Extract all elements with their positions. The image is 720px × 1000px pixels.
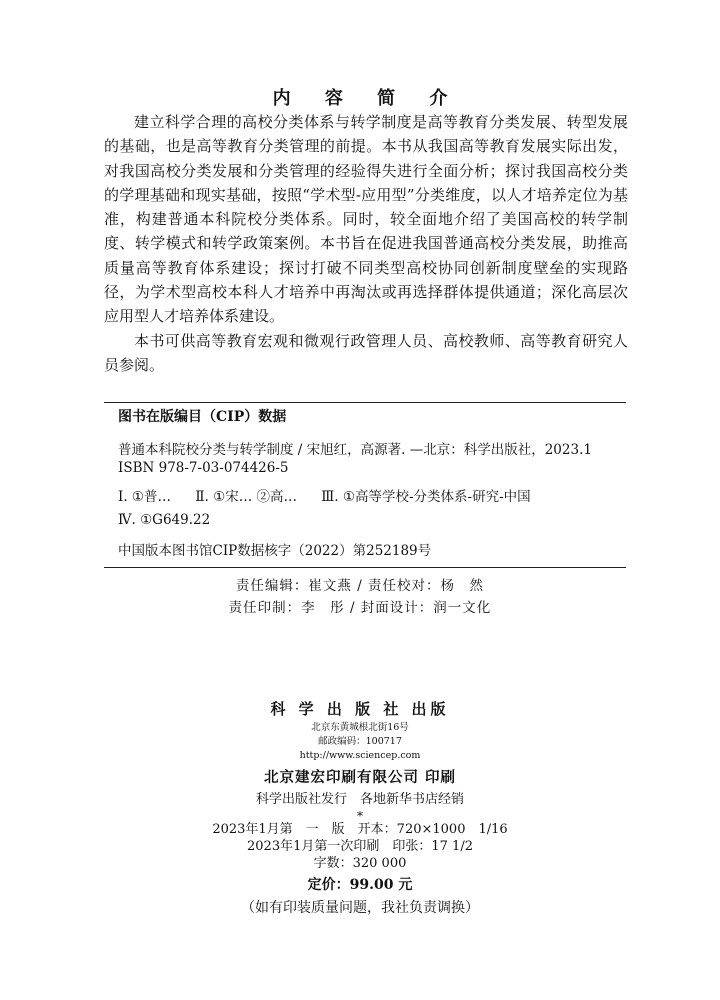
cip-classification xyxy=(118,487,531,507)
cip-bibliographic-line: 普通本科院校分类与转学制度 / 宋旭红，高源著. —北京：科学出版社，2023.1 xyxy=(118,442,592,458)
printer-name: 北京建宏印刷有限公司 印刷 xyxy=(263,769,457,786)
quality-notice: （如有印装质量问题，我社负责调换） xyxy=(241,900,479,916)
credits-production: 责任印制：李 彤 / 封面设计：润一文化 xyxy=(228,600,492,616)
publisher-website: http://www.sciencep.com xyxy=(299,750,421,761)
summary-body xyxy=(104,110,628,377)
summary-paragraph: 本书可供高等教育宏观和微观行政管理人员、高校教师、高等教育研究人员参阅。 xyxy=(104,331,628,374)
divider xyxy=(104,402,626,403)
divider xyxy=(104,567,626,568)
distribution-line: 科学出版社发行 各地新华书店经销 xyxy=(255,792,464,807)
summary-title: 内 容 简 介 xyxy=(272,88,462,109)
cip-verification: 中国版本图书馆CIP数据核字（2022）第252189号 xyxy=(118,543,432,559)
cip-class-2: Ⅱ. ①宋… ②高… xyxy=(195,489,297,505)
cip-class-4: Ⅳ. ①G649.22 xyxy=(118,512,211,528)
separator-asterisk: * xyxy=(357,809,363,823)
word-count: 字数：320 000 xyxy=(313,856,407,871)
credits-editors: 责任编辑：崔文燕 / 责任校对：杨 然 xyxy=(235,578,485,594)
cip-isbn: ISBN 978-7-03-074426-5 xyxy=(118,460,289,476)
edition-line: 2023年1月第 一 版 开本：720×1000 1/16 xyxy=(212,822,508,837)
publisher-address: 北京东黄城根北街16号 xyxy=(311,722,409,733)
price: 定价：99.00 元 xyxy=(307,877,413,893)
publisher-postcode: 邮政编码：100717 xyxy=(318,736,402,747)
cip-class-1: Ⅰ. ①普… xyxy=(118,489,172,505)
printing-line: 2023年1月第一次印刷 印张：17 1/2 xyxy=(247,839,473,854)
cip-heading: 图书在版编目（CIP）数据 xyxy=(118,409,287,425)
summary-paragraph: 建立科学合理的高校分类体系与转学制度是高等教育分类发展、转型发展的基础，也是高等教育分类管理的前提。本书从我国高等教育发展实际出发，对我国高校分类发展和分类管理的经验得失进行全面分析；探讨我国高校分类的学理基础和现实基础，按照“学术型-应用型”分类维度，以人才培养定位为基准，构建普通本科院校分类体系。同时，较全面地介绍了美国高校的转学制度、转学模式和转学政策案例。本书旨在促进我国普通高校分类发展，助推高质量高等教育体系建设；探讨打破不同类型高校协同创新制度壁垒的实现路径，为学术型高校本科人才培养中再淘汰或再选择群体提供通道；深化高层次应用型人才培养体系建设。 xyxy=(104,113,628,326)
cip-class-3: Ⅲ. ①高等学校-分类体系-研究-中国 xyxy=(321,489,531,505)
publisher-name: 科 学 出 版 社 出版 xyxy=(270,700,450,718)
